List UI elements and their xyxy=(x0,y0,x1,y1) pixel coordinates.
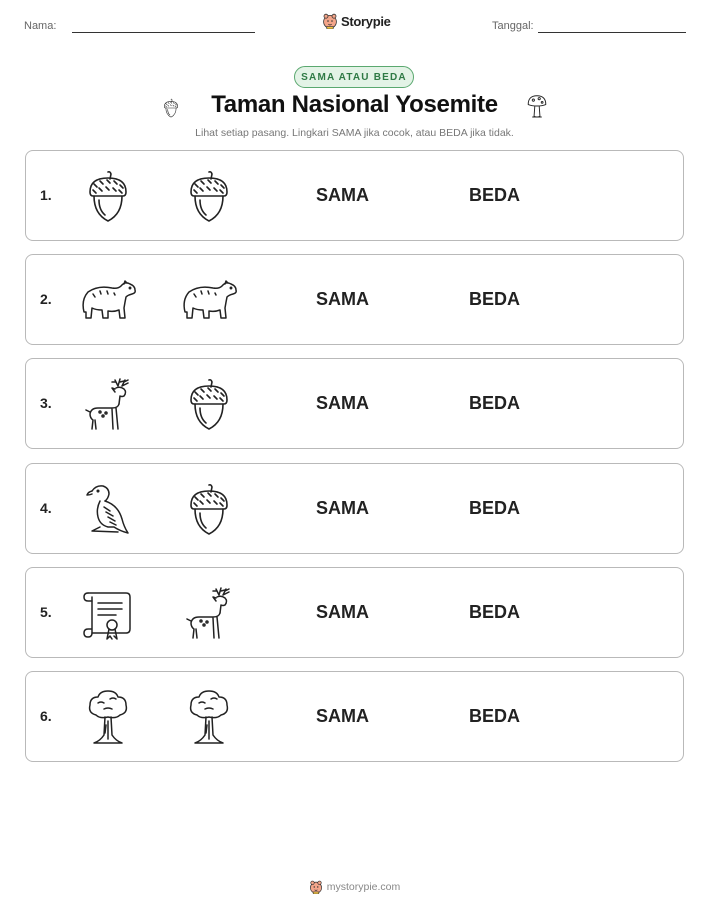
date-field[interactable] xyxy=(538,32,686,33)
instructions: Lihat setiap pasang. Lingkari SAMA jika cocok, atau BEDA jika tidak. xyxy=(195,127,514,139)
acorn-icon xyxy=(179,168,239,224)
tree-icon xyxy=(78,689,138,745)
activity-badge: SAMA ATAU BEDA xyxy=(294,66,414,88)
question-row xyxy=(25,567,684,658)
different-option[interactable]: BEDA xyxy=(469,289,521,310)
question-row xyxy=(25,150,684,241)
worksheet-header xyxy=(0,0,709,40)
different-option[interactable]: BEDA xyxy=(469,706,521,726)
brand-name: Storypie xyxy=(341,13,391,29)
tree-icon xyxy=(179,689,239,745)
footer-url[interactable]: mystorypie.com xyxy=(326,881,401,893)
bear-icon xyxy=(179,272,239,328)
question-number: 1. xyxy=(40,187,52,203)
different-option[interactable]: BEDA xyxy=(469,393,521,414)
bear-icon xyxy=(78,272,138,328)
acorn-icon xyxy=(78,168,138,224)
same-option[interactable]: SAMA xyxy=(316,185,369,205)
mushroom-icon xyxy=(526,91,548,121)
page-title: Taman Nasional Yosemite xyxy=(211,91,498,118)
question-row xyxy=(25,671,684,762)
same-option[interactable]: SAMA xyxy=(316,393,369,414)
deer-icon xyxy=(78,376,138,432)
storypie-mascot-icon xyxy=(322,13,338,29)
question-row xyxy=(25,463,684,554)
question-row xyxy=(25,254,684,345)
different-option[interactable]: BEDA xyxy=(469,601,521,622)
question-number: 3. xyxy=(40,395,52,412)
date-label: Tanggal: xyxy=(492,20,534,32)
footer xyxy=(0,880,709,894)
same-option[interactable]: SAMA xyxy=(316,497,369,518)
eagle-icon xyxy=(78,481,138,537)
question-number: 4. xyxy=(40,499,52,516)
same-option[interactable]: SAMA xyxy=(316,289,369,310)
same-option[interactable]: SAMA xyxy=(316,706,369,726)
question-number: 6. xyxy=(40,708,52,724)
same-option[interactable]: SAMA xyxy=(316,601,369,622)
different-option[interactable]: BEDA xyxy=(469,185,521,205)
question-row xyxy=(25,358,684,449)
acorn-icon xyxy=(179,376,239,432)
question-number: 5. xyxy=(40,603,52,620)
storypie-mascot-icon xyxy=(309,880,323,894)
question-number: 2. xyxy=(40,291,52,308)
name-label: Nama: xyxy=(24,20,57,32)
brand-logo xyxy=(322,13,391,29)
name-field[interactable] xyxy=(72,32,255,33)
scroll-certificate-icon xyxy=(78,585,138,641)
different-option[interactable]: BEDA xyxy=(469,497,521,518)
deer-icon xyxy=(179,585,239,641)
acorn-icon xyxy=(179,481,239,537)
